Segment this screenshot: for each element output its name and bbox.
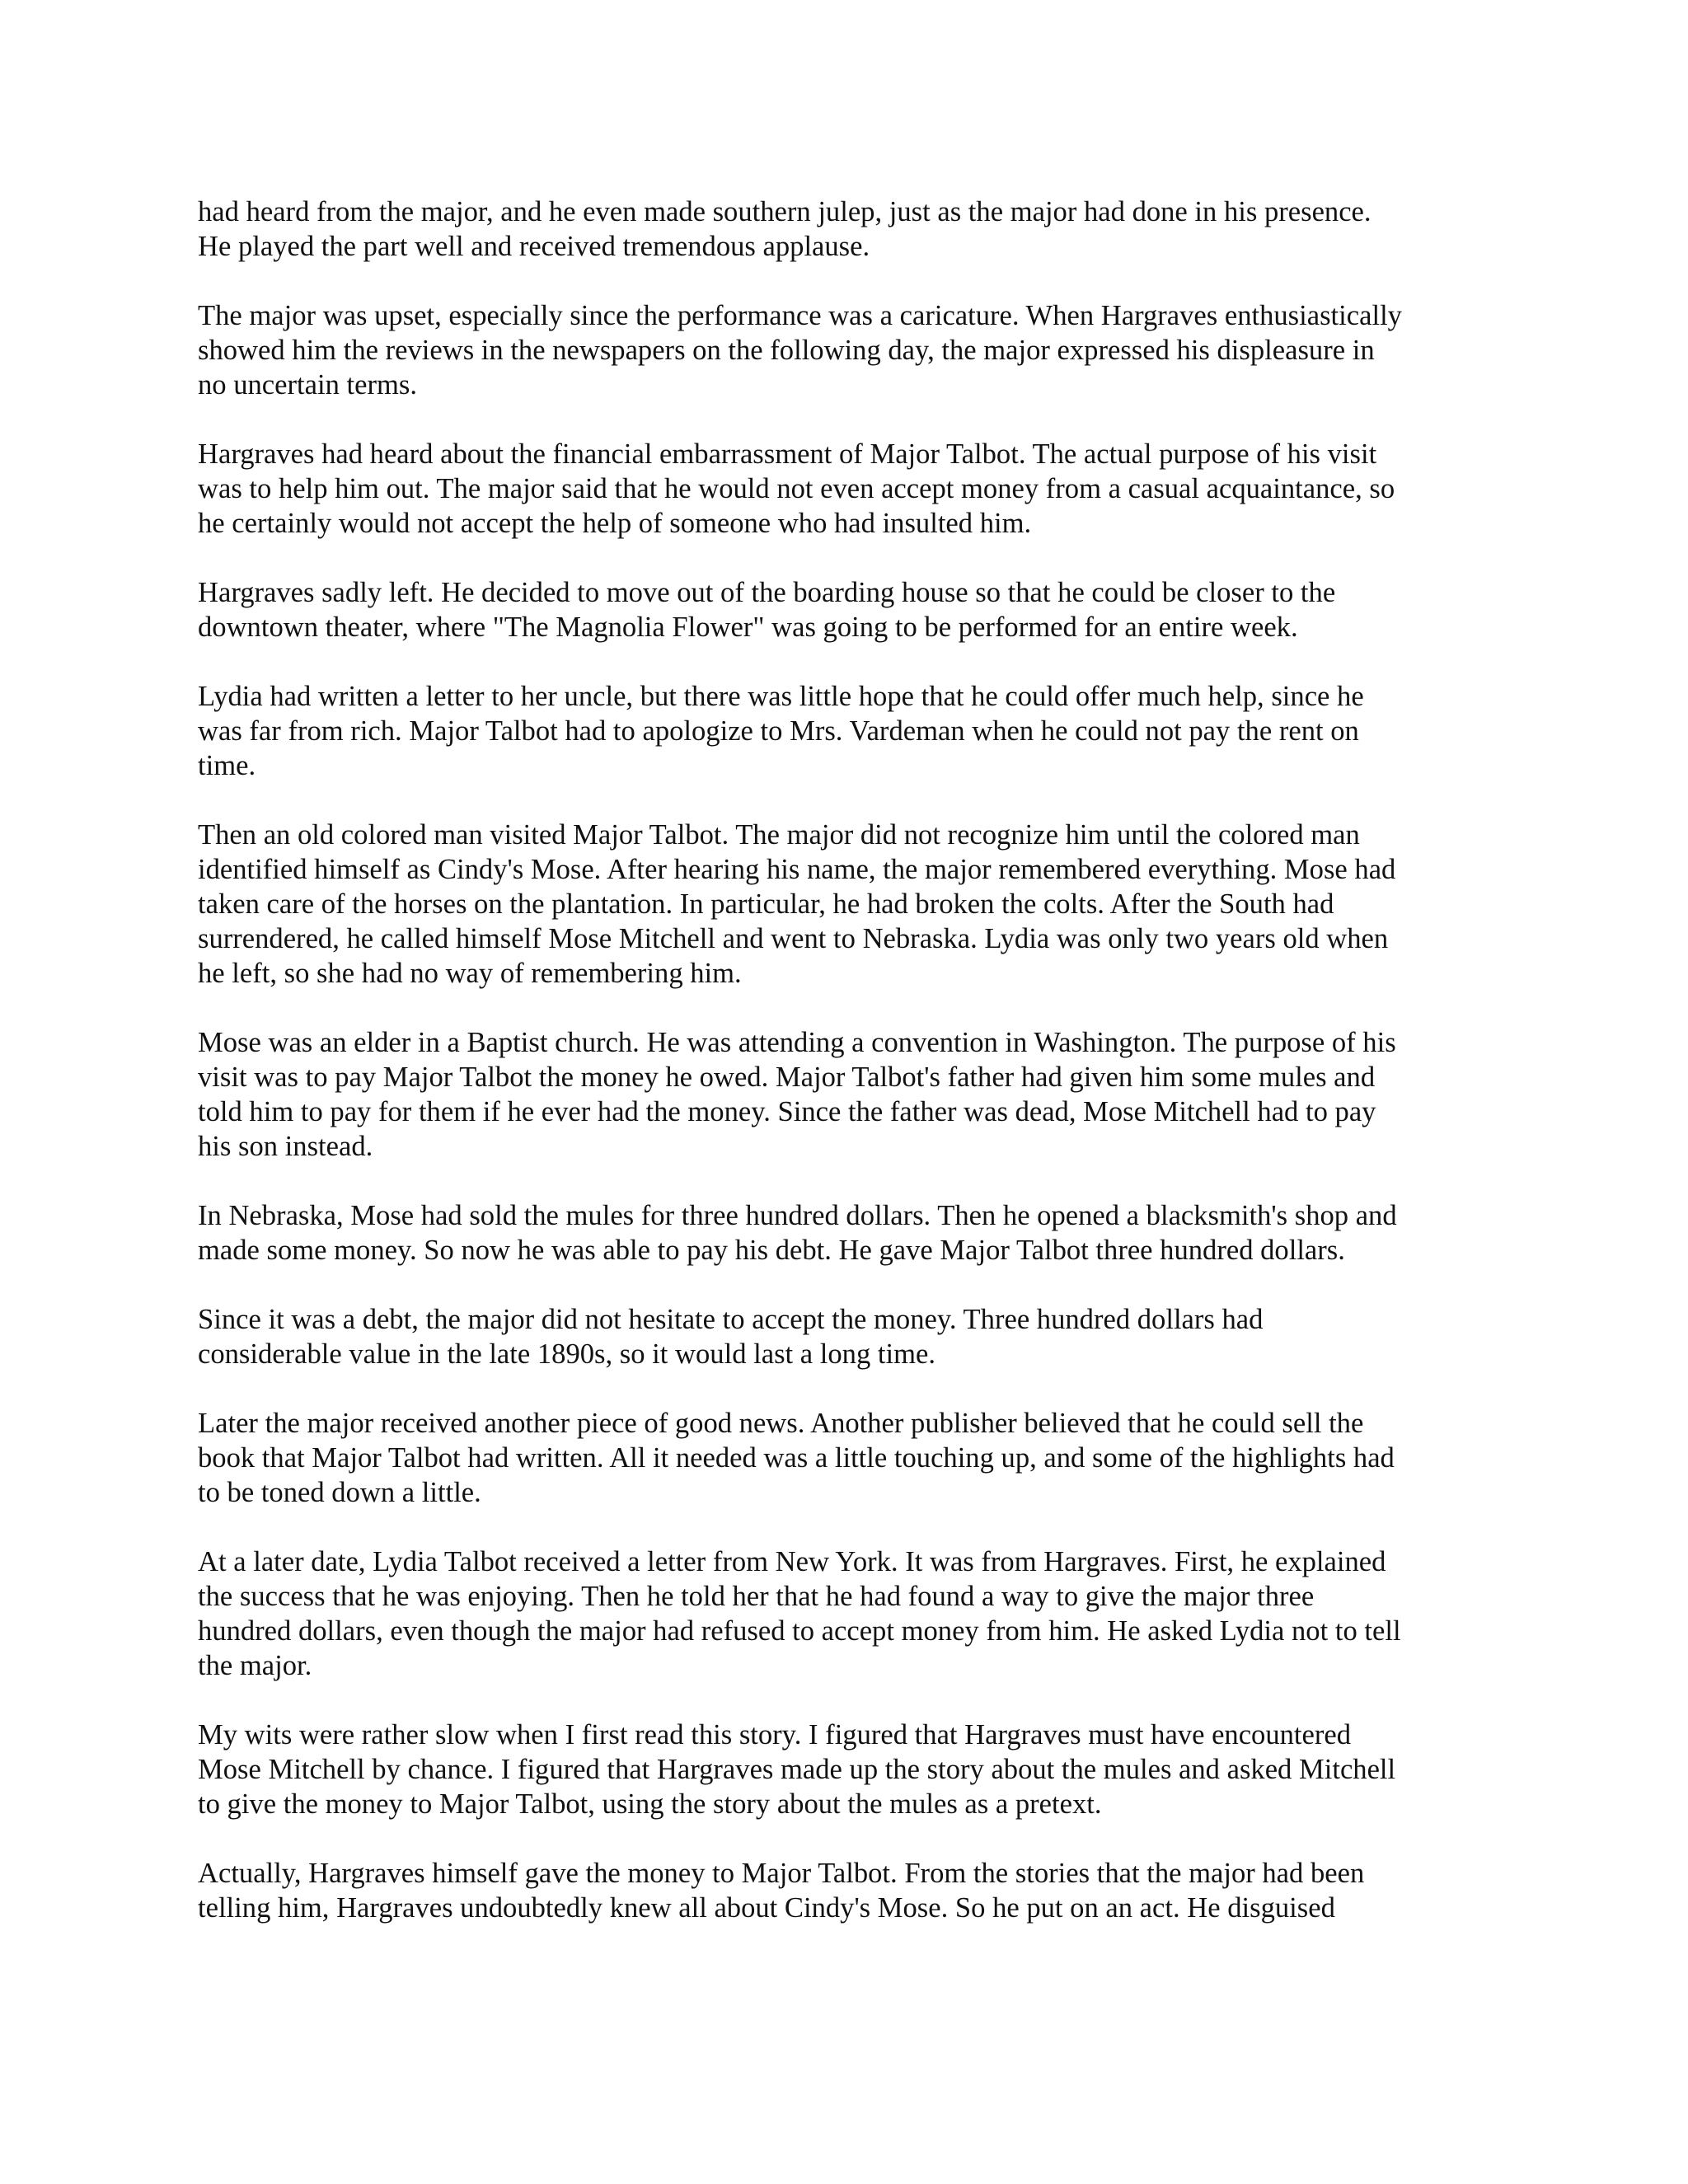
text-line: Mose Mitchell by chance. I figured that Hargraves made up the story about the mules and asked Mitchell (198, 1754, 1396, 1785)
text-line: was to help him out. The major said that he would not even accept money from a casual acquaintance, so (198, 473, 1395, 504)
text-line: hundred dollars, even though the major had refused to accept money from him. He asked Lydia not to tell (198, 1615, 1401, 1647)
paragraph (198, 1198, 1500, 1268)
text-line: At a later date, Lydia Talbot received a letter from New York. It was from Hargraves. First, he explained (198, 1546, 1386, 1577)
text-line: visit was to pay Major Talbot the money he owed. Major Talbot's father had given him some mules and (198, 1062, 1376, 1093)
paragraph (198, 1025, 1500, 1164)
text-line: telling him, Hargraves undoubtedly knew all about Cindy's Mose. So he put on an act. He disguised (198, 1892, 1335, 1924)
body-text (198, 194, 1500, 1960)
text-line: made some money. So now he was able to pay his debt. He gave Major Talbot three hundred dollars. (198, 1235, 1345, 1266)
text-line: Lydia had written a letter to her uncle, but there was little hope that he could offer much help, since he (198, 681, 1364, 712)
text-line: He played the part well and received tremendous applause. (198, 231, 870, 262)
text-line: Hargraves sadly left. He decided to move out of the boarding house so that he could be closer to the (198, 577, 1336, 608)
text-line: surrendered, he called himself Mose Mitchell and went to Nebraska. Lydia was only two years old when (198, 923, 1389, 954)
text-line: had heard from the major, and he even made southern julep, just as the major had done in his presence. (198, 196, 1372, 227)
paragraph (198, 1718, 1500, 1821)
paragraph (198, 679, 1500, 783)
text-line: Actually, Hargraves himself gave the money to Major Talbot. From the stories that the major had been (198, 1858, 1365, 1889)
text-line: was far from rich. Major Talbot had to apologize to Mrs. Vardeman when he could not pay the rent on (198, 715, 1359, 747)
text-line: Since it was a debt, the major did not hesitate to accept the money. Three hundred dollars had (198, 1304, 1264, 1335)
text-line: the major. (198, 1650, 312, 1681)
text-line: Mose was an elder in a Baptist church. He was attending a convention in Washington. The purpose of his (198, 1027, 1396, 1058)
text-line: to be toned down a little. (198, 1477, 481, 1508)
text-line: My wits were rather slow when I first read this story. I figured that Hargraves must have encountered (198, 1719, 1352, 1750)
text-line: identified himself as Cindy's Mose. After hearing his name, the major remembered everything. Mose had (198, 854, 1396, 885)
text-line: Hargraves had heard about the financial embarrassment of Major Talbot. The actual purpose of his visit (198, 438, 1377, 470)
text-line: no uncertain terms. (198, 369, 417, 401)
paragraph (198, 1302, 1500, 1371)
text-line: to give the money to Major Talbot, using the story about the mules as a pretext. (198, 1788, 1102, 1820)
paragraph (198, 1544, 1500, 1683)
paragraph (198, 1856, 1500, 1925)
text-line: Later the major received another piece of good news. Another publisher believed that he could sell the (198, 1408, 1364, 1439)
text-line: he certainly would not accept the help of someone who had insulted him. (198, 508, 1032, 539)
paragraph (198, 437, 1500, 541)
paragraph (198, 194, 1500, 264)
text-line: he left, so she had no way of remembering him. (198, 958, 742, 989)
text-line: book that Major Talbot had written. All it needed was a little touching up, and some of the highlights had (198, 1442, 1395, 1474)
text-line: Then an old colored man visited Major Talbot. The major did not recognize him until the colored man (198, 819, 1360, 851)
text-line: considerable value in the late 1890s, so it would last a long time. (198, 1338, 935, 1370)
paragraph (198, 298, 1500, 402)
paragraph (198, 575, 1500, 644)
paragraph (198, 1406, 1500, 1510)
text-line: his son instead. (198, 1131, 373, 1162)
paragraph (198, 818, 1500, 991)
text-line: The major was upset, especially since the performance was a caricature. When Hargraves enthusiastically (198, 300, 1402, 331)
text-line: showed him the reviews in the newspapers on the following day, the major expressed his displeasure in (198, 335, 1375, 366)
text-line: In Nebraska, Mose had sold the mules for three hundred dollars. Then he opened a blacksmith's shop and (198, 1200, 1397, 1231)
text-line: time. (198, 750, 256, 781)
text-line: told him to pay for them if he ever had the money. Since the father was dead, Mose Mitchell had to pay (198, 1096, 1376, 1127)
text-line: taken care of the horses on the plantation. In particular, he had broken the colts. After the South had (198, 888, 1334, 920)
text-line: downtown theater, where "The Magnolia Flower" was going to be performed for an entire week. (198, 612, 1298, 643)
text-line: the success that he was enjoying. Then he told her that he had found a way to give the major three (198, 1581, 1315, 1612)
